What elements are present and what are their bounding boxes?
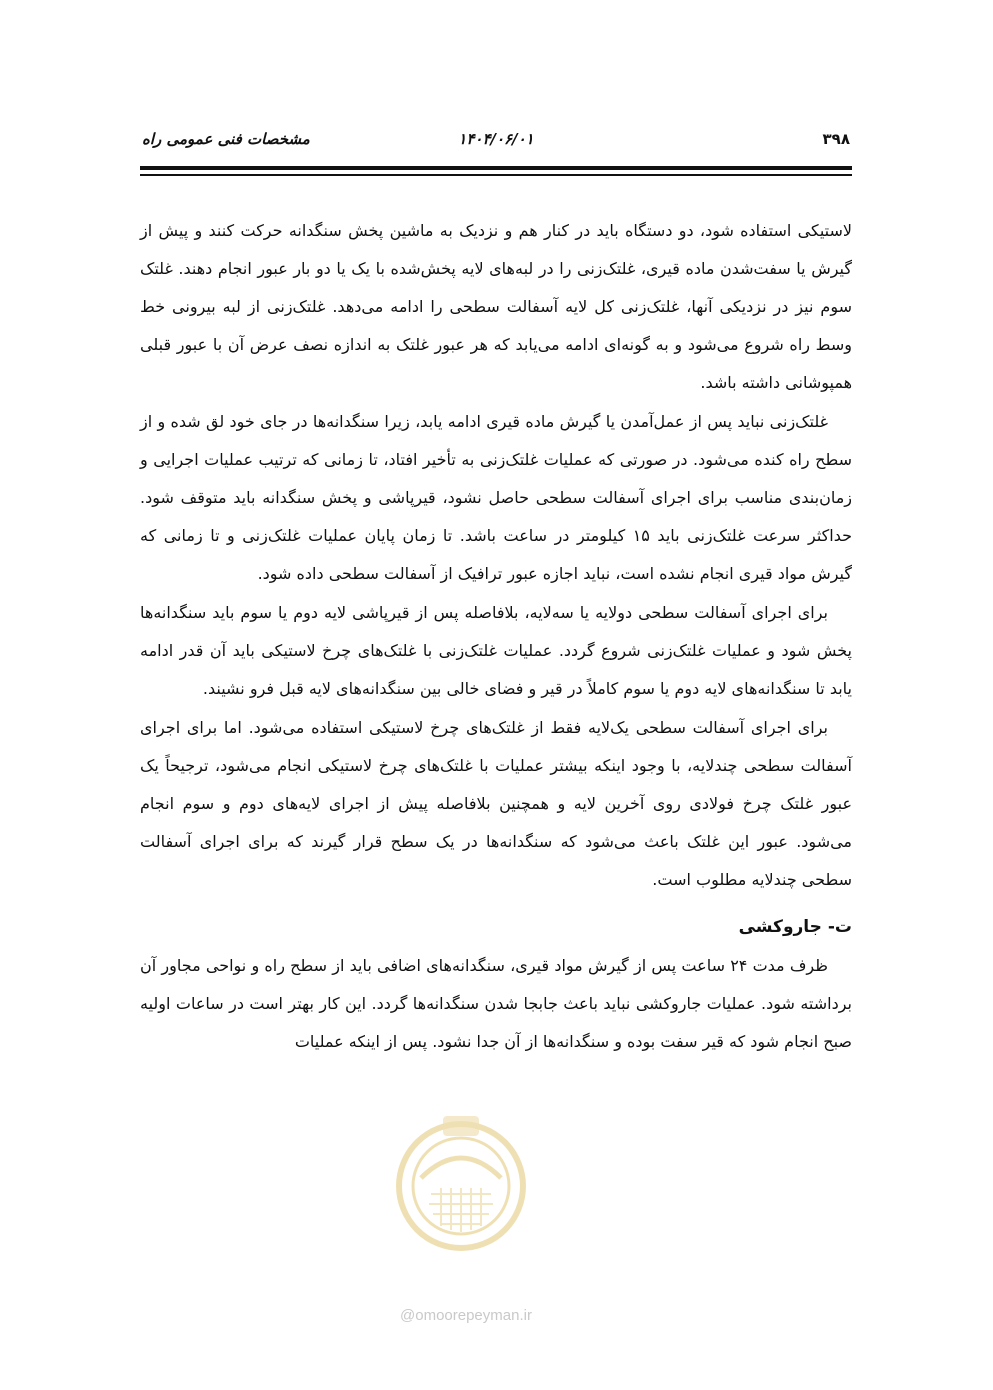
watermark-site-text: @omoorepeyman.ir [400,1307,532,1324]
paragraph: غلتک‌زنی نباید پس از عمل‌آمدن یا گیرش ماده قیری ادامه یابد، زیرا سنگدانه‌ها در جای خود لق شده و از سطح راه کنده می‌شود. در صورتی که عملیات غلتک‌زنی به تأخیر افتاد، تا زمانی که ترتیب عملیات اجرایی و زمان‌بندی مناسب برای اجرای آسفالت سطحی حاصل نشود، قیرپاشی و پخش سنگدانه باید متوقف شود. حداکثر سرعت غلتک‌زنی باید ۱۵ کیلومتر در ساعت باشد. تا زمان پایان عملیات غلتک‌زنی و تا زمانی که گیرش مواد قیری انجام نشده است، نباید اجازه عبور ترافیک از آسفالت سطحی داده شود. [140,412,852,583]
page-header [140,128,852,158]
header-rule-thin [140,174,852,176]
paragraph: برای اجرای آسفالت سطحی یک‌لایه فقط از غلتک‌های چرخ لاستیکی استفاده می‌شود. اما برای اجرای آسفالت سطحی چندلایه، با وجود اینکه بیشتر عملیات با غلتک‌های چرخ لاستیکی انجام می‌شود، ترجیحاً یک عبور غلتک چرخ فولادی روی آخرین لایه و همچنین بلافاصله پیش از اجرای لایه‌های دوم و سوم انجام می‌شود. عبور این غلتک باعث می‌شود که سنگدانه‌ها در یک سطح قرار گیرند که برای اجرای آسفالت سطحی چندلایه مطلوب است. [140,718,852,889]
publisher-logo-watermark [391,1108,531,1268]
paragraph: لاستیکی استفاده شود، دو دستگاه باید در کنار هم و نزدیک به ماشین پخش سنگدانه حرکت کنند و پیش از گیرش یا سفت‌شدن ماده قیری، غلتک‌زنی را در لبه‌های لایه پخش‌شده با یک یا دو بار عبور انجام دهند. غلتک سوم نیز در نزدیکی آنها، غلتک‌زنی کل لایه آسفالت سطحی را ادامه می‌دهد. غلتک‌زنی از لبه بیرونی خط وسط راه شروع می‌شود و به گونه‌ای ادامه می‌یابد که هر عبور غلتک به اندازه نصف عرض آن با عبور قبلی همپوشانی داشته باشد. [140,221,852,392]
page-number: ۳۹۸ [822,130,850,148]
body-text [140,212,852,1061]
header-rule-thick [140,166,852,170]
header-title: مشخصات فنی عمومی راه [142,130,310,148]
section-heading: ت- جاروکشی [738,917,852,937]
paragraph: ظرف مدت ۲۴ ساعت پس از گیرش مواد قیری، سنگدانه‌های اضافی باید از سطح راه و نواحی مجاور آن برداشته شود. عملیات جاروکشی نباید باعث جابجا شدن سنگدانه‌ها گردد. این کار بهتر است در ساعات اولیه صبح انجام شود که قیر سفت بوده و سنگدانه‌ها از آن جدا نشود. پس از اینکه عملیات [140,956,852,1051]
paragraph: برای اجرای آسفالت سطحی دولایه یا سه‌لایه، بلافاصله پس از قیرپاشی لایه دوم یا سوم باید سنگدانه‌ها پخش شود و عملیات غلتک‌زنی شروع گردد. عملیات غلتک‌زنی با غلتک‌های چرخ لاستیکی باید آن قدر ادامه یابد تا سنگدانه‌های لایه دوم یا سوم کاملاً در قیر و فضای خالی بین سنگدانه‌های لایه قبل فرو نشیند. [140,603,852,698]
header-date: ۱۴۰۴/۰۶/۰۱ [458,130,534,148]
